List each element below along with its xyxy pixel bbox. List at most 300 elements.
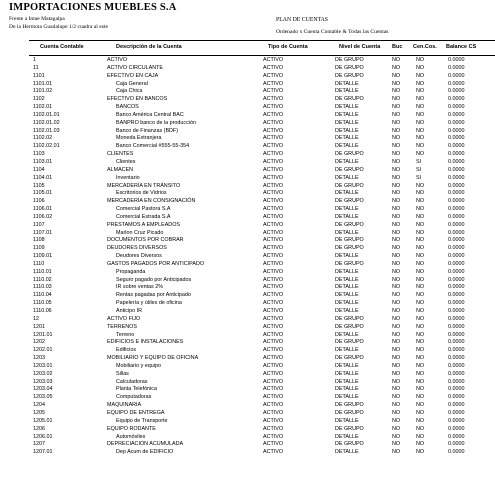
account-balance: 0.0000 [448, 331, 465, 338]
account-description: Clientes [116, 158, 136, 165]
account-code: 1203.02 [33, 370, 53, 377]
table-row [0, 222, 495, 230]
account-balance: 0.0000 [448, 72, 465, 79]
account-code: 1202 [33, 339, 45, 346]
account-code: 1102.01.03 [33, 127, 60, 134]
table-row [0, 237, 495, 245]
account-level: DETALLE [335, 370, 359, 377]
account-balance: 0.0000 [448, 323, 465, 330]
account-type: ACTIVO [263, 315, 284, 322]
account-code: 1102.01.02 [33, 119, 60, 126]
account-cost-center: NO [416, 355, 425, 362]
account-description: Marlon Cruz Picado [116, 229, 164, 236]
account-description: MOBILIARIO Y EQUIPO DE OFICINA [107, 355, 199, 362]
account-type: ACTIVO [263, 135, 284, 142]
account-bue: NO [392, 260, 401, 267]
account-cost-center: NO [416, 339, 425, 346]
table-row [0, 183, 495, 191]
account-type: ACTIVO [263, 88, 284, 95]
account-cost-center: NO [416, 284, 425, 291]
account-description: Banco Comercial #555-55-354 [116, 143, 190, 150]
account-level: DETALLE [335, 268, 359, 275]
account-bue: NO [392, 284, 401, 291]
account-level: DE GRUPO [335, 221, 364, 228]
account-bue: NO [392, 417, 401, 424]
account-code: 1110.04 [33, 292, 52, 299]
table-row [0, 73, 495, 81]
account-bue: NO [392, 198, 401, 205]
account-description: Papelería y útiles de oficina [116, 300, 182, 307]
table-row [0, 190, 495, 198]
account-type: ACTIVO [263, 253, 284, 260]
account-type: ACTIVO [263, 182, 284, 189]
table-row [0, 128, 495, 136]
table-row [0, 394, 495, 402]
account-level: DE GRUPO [335, 96, 364, 103]
account-balance: 0.0000 [448, 315, 465, 322]
account-balance: 0.0000 [448, 135, 465, 142]
account-balance: 0.0000 [448, 284, 465, 291]
table-row [0, 410, 495, 418]
account-level: DETALLE [335, 104, 359, 111]
account-code: 1101 [33, 72, 45, 79]
table-row [0, 230, 495, 238]
account-type: ACTIVO [263, 300, 284, 307]
account-bue: NO [392, 190, 401, 197]
account-description: Computadoras [116, 394, 152, 401]
account-cost-center: NO [416, 111, 425, 118]
header-bottom-rule [29, 55, 495, 56]
account-balance: 0.0000 [448, 276, 465, 283]
account-type: ACTIVO [263, 213, 284, 220]
account-type: ACTIVO [263, 308, 284, 314]
column-header-balance: Balance CS [446, 44, 477, 50]
account-level: DE GRUPO [335, 245, 364, 252]
account-bue: NO [392, 253, 401, 260]
account-code: 12 [33, 315, 39, 322]
account-code: 1102 [33, 96, 45, 103]
table-row [0, 57, 495, 65]
table-row [0, 167, 495, 175]
account-type: ACTIVO [263, 417, 284, 424]
account-type: ACTIVO [263, 206, 284, 213]
account-level: DETALLE [335, 300, 359, 307]
account-type: ACTIVO [263, 425, 284, 432]
account-balance: 0.0000 [448, 88, 465, 95]
account-balance: 0.0000 [448, 182, 465, 189]
table-row [0, 214, 495, 222]
table-row [0, 245, 495, 253]
account-description: Caja General [116, 80, 148, 87]
account-type: ACTIVO [263, 449, 284, 456]
account-code: 1206 [33, 425, 45, 432]
account-cost-center: NO [416, 394, 425, 401]
table-row [0, 316, 495, 324]
account-bue: NO [392, 88, 401, 95]
account-bue: NO [392, 182, 401, 189]
account-type: ACTIVO [263, 127, 284, 134]
account-type: ACTIVO [263, 111, 284, 118]
table-row [0, 324, 495, 332]
account-code: 1205 [33, 409, 45, 416]
account-code: 1104 [33, 166, 45, 173]
account-code: 1 [33, 57, 36, 63]
account-cost-center: NO [416, 323, 425, 330]
account-bue: NO [392, 237, 401, 244]
account-balance: 0.0000 [448, 158, 465, 165]
account-balance: 0.0000 [448, 433, 465, 440]
account-cost-center: NO [416, 64, 425, 71]
account-cost-center: NO [416, 213, 425, 220]
account-code: 1105.01 [33, 190, 53, 197]
account-type: ACTIVO [263, 362, 284, 369]
account-code: 1110.01 [33, 268, 52, 275]
account-description: Propaganda [116, 268, 146, 275]
account-balance: 0.0000 [448, 104, 465, 111]
report-subtitle: Ordenado x Cuenta Contable & Todas las Cuentas [276, 29, 389, 35]
table-row [0, 277, 495, 285]
account-balance: 0.0000 [448, 119, 465, 126]
column-header-description: Descripción de la Cuenta [116, 44, 182, 50]
table-row [0, 81, 495, 89]
account-type: ACTIVO [263, 323, 284, 330]
account-description: Automóviles [116, 433, 146, 440]
account-cost-center: NO [416, 347, 425, 354]
account-description: ACTIVO CIRCULANTE [107, 64, 164, 71]
table-row [0, 104, 495, 112]
account-cost-center: NO [416, 198, 425, 205]
account-level: DETALLE [335, 213, 359, 220]
account-bue: NO [392, 308, 401, 314]
account-level: DETALLE [335, 331, 359, 338]
account-type: ACTIVO [263, 378, 284, 385]
account-description: Inventario [116, 174, 140, 181]
account-balance: 0.0000 [448, 339, 465, 346]
account-bue: NO [392, 315, 401, 322]
account-bue: NO [392, 119, 401, 126]
table-row [0, 449, 495, 457]
account-bue: NO [392, 433, 401, 440]
table-row [0, 308, 495, 316]
account-bue: NO [392, 394, 401, 401]
account-level: DE GRUPO [335, 198, 364, 205]
account-level: DE GRUPO [335, 64, 364, 71]
table-row [0, 347, 495, 355]
account-bue: NO [392, 143, 401, 150]
account-level: DETALLE [335, 362, 359, 369]
account-level: DETALLE [335, 80, 359, 87]
account-balance: 0.0000 [448, 151, 465, 158]
report-title: PLAN DE CUENTAS [276, 17, 329, 23]
account-balance: 0.0000 [448, 441, 465, 448]
account-bue: NO [392, 355, 401, 362]
table-row [0, 96, 495, 104]
account-bue: NO [392, 323, 401, 330]
account-type: ACTIVO [263, 292, 284, 299]
column-header-cost-center: Cen.Cos. [413, 44, 437, 50]
account-description: Comercial Estrada S.A [116, 213, 171, 220]
table-row [0, 206, 495, 214]
account-balance: 0.0000 [448, 449, 465, 456]
account-bue: NO [392, 135, 401, 142]
account-bue: NO [392, 402, 401, 409]
account-balance: 0.0000 [448, 111, 465, 118]
account-type: ACTIVO [263, 57, 284, 63]
account-cost-center: SI [416, 158, 422, 165]
table-row [0, 269, 495, 277]
table-row [0, 175, 495, 183]
account-level: DETALLE [335, 276, 359, 283]
table-row [0, 426, 495, 434]
account-cost-center: NO [416, 300, 425, 307]
account-cost-center: NO [416, 425, 425, 432]
account-cost-center: NO [416, 417, 425, 424]
account-code: 1110.02 [33, 276, 52, 283]
account-cost-center: NO [416, 409, 425, 416]
table-row [0, 355, 495, 363]
account-cost-center: NO [416, 237, 425, 244]
account-type: ACTIVO [263, 370, 284, 377]
account-code: 1202.01 [33, 347, 53, 354]
account-code: 1104.01 [33, 174, 53, 181]
account-level: DE GRUPO [335, 441, 364, 448]
table-row [0, 363, 495, 371]
account-code: 1102.02.01 [33, 143, 60, 150]
table-row [0, 402, 495, 410]
account-level: DE GRUPO [335, 151, 364, 158]
account-description: DOCUMENTOS POR COBRAR [107, 237, 184, 244]
account-bue: NO [392, 292, 401, 299]
account-description: Anticipo IR [116, 308, 143, 314]
account-cost-center: NO [416, 72, 425, 79]
account-level: DE GRUPO [335, 402, 364, 409]
table-row [0, 261, 495, 269]
account-balance: 0.0000 [448, 166, 465, 173]
account-type: ACTIVO [263, 119, 284, 126]
account-cost-center: NO [416, 276, 425, 283]
account-bue: NO [392, 64, 401, 71]
account-cost-center: NO [416, 378, 425, 385]
account-level: DE GRUPO [335, 72, 364, 79]
account-code: 1107 [33, 221, 45, 228]
account-balance: 0.0000 [448, 308, 465, 314]
account-type: ACTIVO [263, 72, 284, 79]
account-type: ACTIVO [263, 331, 284, 338]
account-level: DE GRUPO [335, 57, 364, 63]
column-header-level: Nivel de Cuenta [339, 44, 381, 50]
company-address-line1: Frente a Intae Matagalpa [9, 16, 65, 22]
account-description: MERCADERÍA EN CONSIGNACIÓN [107, 198, 196, 205]
account-description: Seguro pagado por Anticipados [116, 276, 192, 283]
account-level: DETALLE [335, 386, 359, 393]
account-code: 1103 [33, 151, 45, 158]
account-balance: 0.0000 [448, 229, 465, 236]
account-balance: 0.0000 [448, 300, 465, 307]
account-bue: NO [392, 104, 401, 111]
account-type: ACTIVO [263, 229, 284, 236]
account-bue: NO [392, 409, 401, 416]
table-row [0, 112, 495, 120]
account-level: DETALLE [335, 119, 359, 126]
account-cost-center: NO [416, 221, 425, 228]
table-row [0, 300, 495, 308]
account-balance: 0.0000 [448, 370, 465, 377]
account-description: IR sobre ventas 2% [116, 284, 164, 291]
account-description: EQUIPO RODANTE [107, 425, 156, 432]
account-cost-center: NO [416, 80, 425, 87]
account-bue: NO [392, 245, 401, 252]
account-cost-center: NO [416, 449, 425, 456]
account-type: ACTIVO [263, 409, 284, 416]
company-address-line2: De la Hermota Guadalupe 1/2 cuadra al este [9, 24, 108, 30]
account-code: 1207 [33, 441, 45, 448]
account-level: DE GRUPO [335, 425, 364, 432]
account-level: DE GRUPO [335, 339, 364, 346]
account-description: DEPRECIACION ACUMULADA [107, 441, 184, 448]
account-bue: NO [392, 127, 401, 134]
account-level: DETALLE [335, 111, 359, 118]
account-balance: 0.0000 [448, 425, 465, 432]
account-level: DE GRUPO [335, 166, 364, 173]
account-type: ACTIVO [263, 433, 284, 440]
account-cost-center: SI [416, 166, 422, 173]
account-cost-center: NO [416, 308, 425, 314]
account-cost-center: NO [416, 386, 425, 393]
account-type: ACTIVO [263, 190, 284, 197]
account-code: 1203.01 [33, 362, 53, 369]
account-level: DETALLE [335, 253, 359, 260]
account-description: Banco América Central BAC [116, 111, 184, 118]
account-bue: NO [392, 57, 401, 63]
account-level: DE GRUPO [335, 409, 364, 416]
column-header-code: Cuenta Contable [40, 44, 84, 50]
account-type: ACTIVO [263, 402, 284, 409]
account-cost-center: NO [416, 135, 425, 142]
account-level: DETALLE [335, 206, 359, 213]
account-cost-center: NO [416, 127, 425, 134]
account-bue: NO [392, 206, 401, 213]
account-code: 1109 [33, 245, 45, 252]
account-level: DETALLE [335, 394, 359, 401]
account-level: DE GRUPO [335, 355, 364, 362]
column-header-bue: Buc [392, 44, 403, 50]
account-level: DETALLE [335, 292, 359, 299]
account-code: 1109.01 [33, 253, 53, 260]
account-code: 1107.01 [33, 229, 53, 236]
account-balance: 0.0000 [448, 198, 465, 205]
account-level: DETALLE [335, 158, 359, 165]
accounts-table [0, 57, 495, 457]
account-code: 1203.05 [33, 394, 53, 401]
account-cost-center: NO [416, 331, 425, 338]
table-row [0, 151, 495, 159]
account-level: DETALLE [335, 417, 359, 424]
account-code: 1108 [33, 237, 45, 244]
account-description: EDIFICIOS E INSTALACIONES [107, 339, 184, 346]
account-cost-center: NO [416, 88, 425, 95]
account-cost-center: NO [416, 143, 425, 150]
account-bue: NO [392, 111, 401, 118]
account-bue: NO [392, 276, 401, 283]
account-code: 1201 [33, 323, 45, 330]
account-type: ACTIVO [263, 245, 284, 252]
account-description: MERCADERÍA EN TRÁNSITO [107, 182, 181, 189]
account-type: ACTIVO [263, 158, 284, 165]
account-balance: 0.0000 [448, 362, 465, 369]
table-row [0, 143, 495, 151]
account-type: ACTIVO [263, 394, 284, 401]
table-row [0, 284, 495, 292]
account-type: ACTIVO [263, 268, 284, 275]
account-code: 1203 [33, 355, 45, 362]
account-cost-center: NO [416, 104, 425, 111]
account-description: Planta Telefónica [116, 386, 157, 393]
account-level: DETALLE [335, 135, 359, 142]
account-balance: 0.0000 [448, 355, 465, 362]
account-code: 1205.01 [33, 417, 53, 424]
account-balance: 0.0000 [448, 143, 465, 150]
account-bue: NO [392, 96, 401, 103]
account-bue: NO [392, 370, 401, 377]
account-bue: NO [392, 174, 401, 181]
account-description: Rentas pagadas por Anticipado [116, 292, 191, 299]
table-row [0, 292, 495, 300]
account-cost-center: NO [416, 190, 425, 197]
account-type: ACTIVO [263, 151, 284, 158]
account-level: DETALLE [335, 433, 359, 440]
account-balance: 0.0000 [448, 245, 465, 252]
account-description: CLIENTES [107, 151, 134, 158]
account-description: Banco de Finanzas (BDF) [116, 127, 179, 134]
account-level: DE GRUPO [335, 323, 364, 330]
table-row [0, 339, 495, 347]
account-code: 1105 [33, 182, 45, 189]
account-description: EQUIPO DE ENTREGA [107, 409, 165, 416]
table-row [0, 65, 495, 73]
account-type: ACTIVO [263, 237, 284, 244]
account-bue: NO [392, 449, 401, 456]
account-balance: 0.0000 [448, 213, 465, 220]
account-cost-center: NO [416, 268, 425, 275]
account-bue: NO [392, 425, 401, 432]
account-type: ACTIVO [263, 355, 284, 362]
account-cost-center: NO [416, 229, 425, 236]
account-type: ACTIVO [263, 166, 284, 173]
account-balance: 0.0000 [448, 394, 465, 401]
account-balance: 0.0000 [448, 96, 465, 103]
company-name: IMPORTACIONES MUEBLES S.A [9, 2, 177, 13]
account-description: Moneda Extranjera [116, 135, 162, 142]
account-description: ALMACEN [107, 166, 134, 173]
account-bue: NO [392, 268, 401, 275]
account-description: ACTIVO [107, 57, 128, 63]
account-level: DETALLE [335, 190, 359, 197]
account-bue: NO [392, 362, 401, 369]
account-cost-center: NO [416, 362, 425, 369]
account-type: ACTIVO [263, 347, 284, 354]
account-level: DE GRUPO [335, 315, 364, 322]
account-level: DE GRUPO [335, 260, 364, 267]
account-cost-center: NO [416, 370, 425, 377]
account-type: ACTIVO [263, 104, 284, 111]
account-balance: 0.0000 [448, 253, 465, 260]
account-description: BANPRO banco de la producción [116, 119, 197, 126]
account-bue: NO [392, 441, 401, 448]
account-balance: 0.0000 [448, 64, 465, 71]
account-level: DETALLE [335, 229, 359, 236]
account-code: 1201.01 [33, 331, 53, 338]
table-row [0, 386, 495, 394]
